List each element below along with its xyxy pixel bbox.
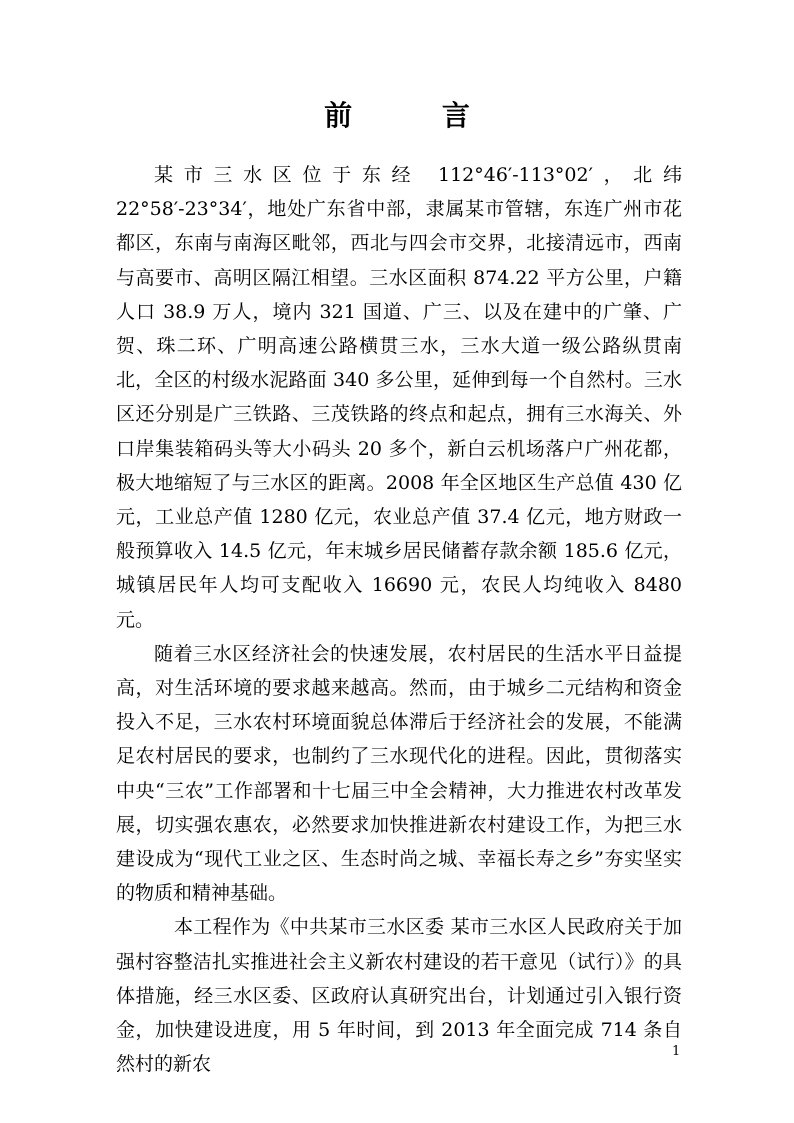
page-title: 前 言 bbox=[324, 99, 510, 132]
page-number: 1 bbox=[672, 1044, 681, 1059]
paragraph-project-plan: 本工程作为《中共某市三水区委 某市三水区人民政府关于加强村容整洁扎实推进社会主义新农村建设的若干意见（试行）》的具体措施，经三水区委、区政府认真研究出台，计划通过引入银行资金，加快建设进度，用 5 年时间，到 2013 年全面完成 714 条自然村的新农 bbox=[116, 916, 682, 1076]
paragraph-location-overview: 某市三水区位于东经 112°46′-113°02′，北纬 22°58′-23°34′，地处广东省中部，隶属某市管辖，东连广州市花都区，东南与南海区毗邻，西北与四会市交界，北接清远市，西南与高要市、高明区隔江相望。三水区面积 874.22 平方公里，户籍人口 38.9 万人，境内 321 国道、广三、以及在建中的广肇、广贺、珠二环、广明高速公路横贯三水，三水大道一级公路纵贯南北，全区的村级水泥路面 340 多公里，延伸到每一个自然村。三水区还分别是广三铁路、三茂铁路的终点和起点，拥有三水海关、外口岸集装箱码头等大小码头 20 多个，新白云机场落户广州花都，极大地缩短了与三水区的距离。2008 年全区地区生产总值 430 亿元，工业总产值 1280 亿元，农业总产值 37.4 亿元，地方财政一般预算收入 14.5 亿元，年末城乡居民储蓄存款余额 185.6 亿元，城镇居民年人均可支配收入 16690 元，农民人均纯收入 8480 元。 bbox=[116, 164, 682, 631]
paragraph-development-background: 随着三水区经济社会的快速发展，农村居民的生活水平日益提高，对生活环境的要求越来越高。然而，由于城乡二元结构和资金投入不足，三水农村环境面貌总体滞后于经济社会的发展，不能满足农村居民的要求，也制约了三水现代化的进程。因此，贯彻落实中央“三农”工作部署和十七届三中全会精神，大力推进农村改革发展，切实强农惠农，必然要求加快推进新农村建设工作，为把三水建设成为“现代工业之区、生态时尚之城、幸福长寿之乡”夯实坚实的物质和精神基础。 bbox=[116, 642, 682, 905]
body-text bbox=[116, 158, 682, 1081]
